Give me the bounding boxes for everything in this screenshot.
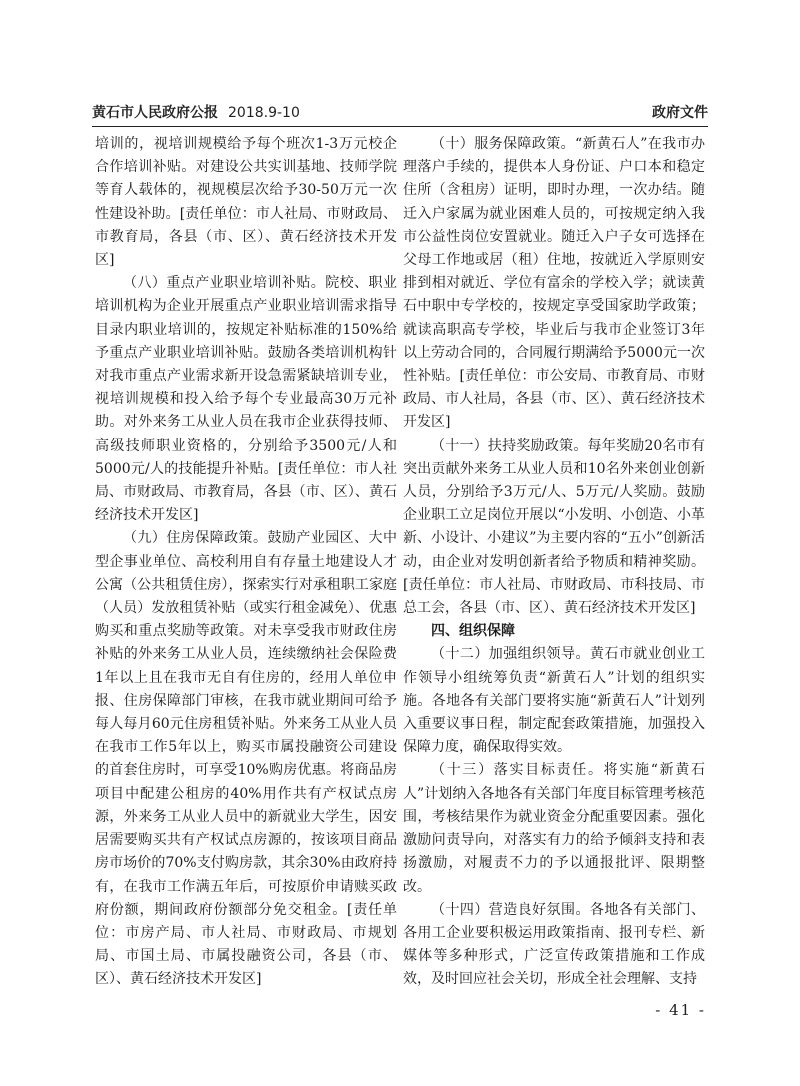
paragraph: （十）服务保障政策。“新黄石人”在我市办理落户手续的，提供本人身份证、户口本和稳定住所（含租房）证明，即时办理，一次办结。随迁入户家属为就业困难人员的，可按规定纳入我市公益性岗位安置就业。随迁入户子女可选择在父母工作地或居（租）住地，按就近入学原则安排到相对就近、学位有富余的学校入学；就读黄石中职中专学校的，按规定享受国家助学政策；就读高职高专学校，毕业后与我市企业签订3年以上劳动合同的，合同履行期满给予5000元一次性补贴。[责任单位：市公安局、市教育局、市财政局、市人社局，各县（市、区）、黄石经济技术开发区]	[403, 136, 705, 431]
left-column	[95, 133, 397, 992]
paragraph: （十三）落实目标责任。将实施“新黄石人”计划纳入各地各有关部门年度目标管理考核范围，考核结果作为就业资金分配重要因素。强化激励问责导向，对落实有力的给予倾斜支持和表扬激励，对履责不力的予以通报批评、限期整改。	[403, 762, 705, 895]
paragraph: （九）住房保障政策。鼓励产业园区、大中型企事业单位、高校利用自有存量土地建设人才公寓（公共租赁住房），探索实行对承租职工家庭（人员）发放租赁补贴（或实行租金减免）、优惠购买和重点奖励等政策。对未享受我市财政住房补贴的外来务工从业人员，连续缴纳社会保险费1年以上且在我市无自有住房的，经用人单位申报、住房保障部门审核，在我市就业期间可给予每人每月60元住房租赁补贴。外来务工从业人员在我市工作5年以上，购买市属投融资公司建设的首套住房时，可享受10%购房优惠。将商品房项目中配建公租房的40%用作共有产权试点房源，外来务工从业人员中的新就业大学生，因安居需要购买共有产权试点房源的，按该项目商品房市场价的70%支付购房款，其余30%由政府持有，在我市工作满五年后，可按原价申请赎买政府份额，期间政府份额部分免交租金。[责任单位：市房产局、市人社局、市财政局、市规划局、市国土局、市属投融资公司，各县（市、区）、黄石经济技术开发区]	[95, 530, 397, 988]
publication-title	[92, 102, 300, 122]
paragraph: （十二）加强组织领导。黄石市就业创业工作领导小组统筹负责“新黄石人”计划的组织实施。各地各有关部门要将实施“新黄石人”计划列入重要议事日程，制定配套政策措施，加强投入保障力度，确保取得实效。	[403, 646, 705, 756]
section-label: 政府文件	[652, 105, 708, 121]
paragraph: 培训的，视培训规模给予每个班次1-3万元校企合作培训补贴。对建设公共实训基地、技师学院等育人载体的，视规模层次给予30-50万元一次性建设补助。[责任单位：市人社局、市财政局、市教育局，各县（市、区）、黄石经济技术开发区]	[95, 136, 397, 269]
page-header	[92, 104, 708, 127]
paragraph: （八）重点产业职业培训补贴。院校、职业培训机构为企业开展重点产业职业培训需求指导目录内职业培训的，按规定补贴标准的150%给予重点产业职业培训补贴。鼓励各类培训机构针对我市重点产业需求新开设急需紧缺培训专业，视培训规模和投入给予每个专业最高30万元补助。对外来务工从业人员在我市企业获得技师、高级技师职业资格的，分别给予3500元/人和5000元/人的技能提升补贴。[责任单位：市人社局、市财政局、市教育局，各县（市、区）、黄石经济技术开发区]	[95, 275, 397, 524]
issue-date: 2018.9-10	[228, 105, 300, 121]
publication-name: 黄石市人民政府公报	[92, 105, 218, 121]
paragraph: （十一）扶持奖励政策。每年奖励20名市有突出贡献外来务工从业人员和10名外来创业创新人员，分别给予3万元/人、5万元/人奖励。鼓励企业职工立足岗位开展以“小发明、小创造、小革新、小设计、小建议”为主要内容的“五小”创新活动，由企业对发明创新者给予物质和精神奖励。[责任单位：市人社局、市财政局、市科技局、市总工会，各县（市、区）、黄石经济技术开发区]	[403, 437, 705, 617]
paragraph: （十四）营造良好氛围。各地各有关部门、各用工企业要积极运用政策指南、报刊专栏、新媒体等多种形式，广泛宣传政策措施和工作成效，及时回应社会关切，形成全社会理解、支持	[403, 901, 705, 988]
section-heading: 四、组织保障	[431, 623, 515, 640]
page-number: - 41 -	[655, 1001, 706, 1019]
right-column	[403, 133, 705, 992]
